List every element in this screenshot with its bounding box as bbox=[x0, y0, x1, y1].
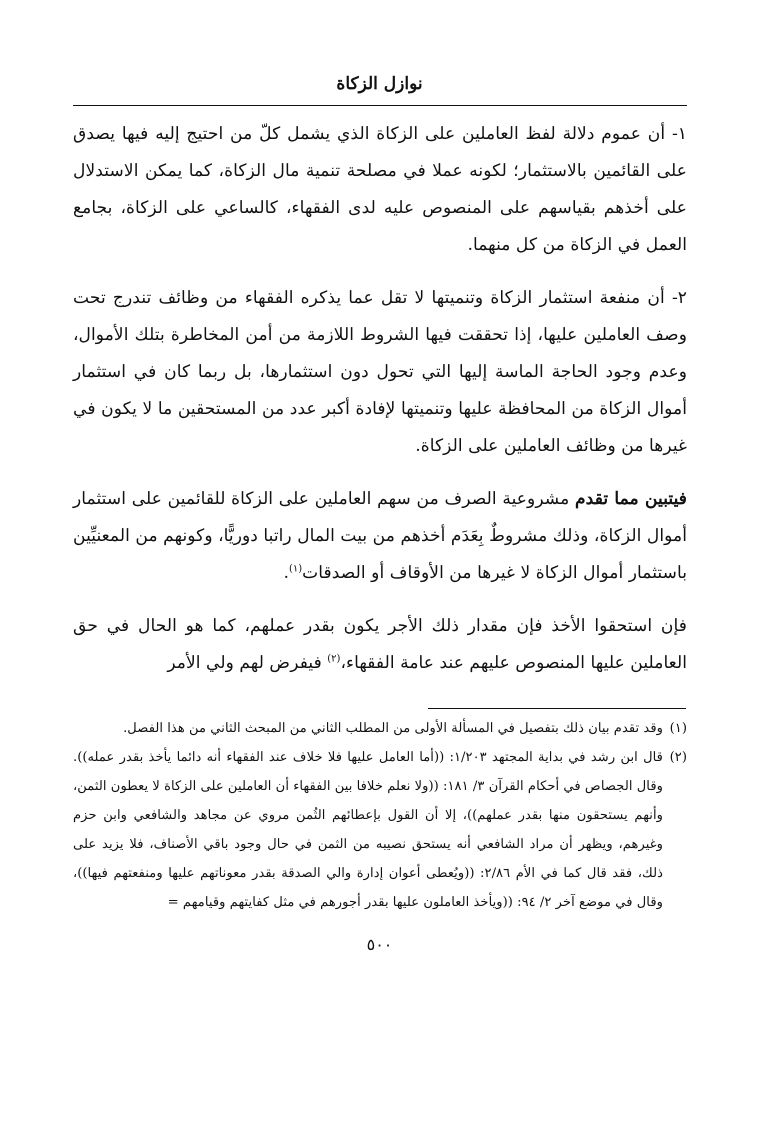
footnote-number: (١) bbox=[669, 721, 687, 736]
paragraph-3-end: . bbox=[283, 563, 289, 583]
main-text bbox=[73, 116, 687, 698]
footnote-text: قال ابن رشد في بداية المجتهد ١/٢٠٣: ((أما العامل عليها فلا خلاف عند الفقهاء أنه دائما يأخذ بقدر عمله)). وقال الجصاص في أحكام القرآن ٣/ ١٨١: ((ولا نعلم خلافا بين الفقهاء أن العاملين على الزكاة لا يعطون الثمن، وأنهم يستحقون منها بقدر عملهم))، إلا أن القول بإعطائهم الثُمن مروي عن مجاهد والشافعي وابن حزم وغيرهم، ويظهر أن مراد الشافعي أنه يستحق نصيبه من الثمن في حال وجود باقي الأصناف، فلا يزيد على ذلك، فقد قال كما في الأم ٢/٨٦: ((ويُعطى أعوان إدارة والي الصدقة بقدر معوناتهم عليها ومنفعتهم فيها))، وقال في موضع آخر ٢/ ٩٤: ((ويأخذ العاملون عليها بقدر أجورهم في مثل كفايتهم وقيامهم = bbox=[73, 750, 663, 910]
footnote-2 bbox=[73, 743, 687, 917]
footnotes-section bbox=[73, 714, 687, 917]
paragraph-2: ٢- أن منفعة استثمار الزكاة وتنميتها لا تقل عما يذكره الفقهاء من وظائف تندرج تحت وصف العاملين عليها، إذا تحققت فيها الشروط اللازمة من أمن المخاطرة بتلك الأموال، وعدم وجود الحاجة الماسة إليها التي تحول دون استثمارها، بل ربما كان في استثمار أموال الزكاة من المحافظة عليها وتنميتها لإفادة أكبر عدد من المستحقين ما لا يكون في غيرها من وظائف العاملين على الزكاة. bbox=[73, 288, 687, 456]
footnote-ref-2[interactable]: (٢) bbox=[327, 653, 341, 665]
footnote-text: وقد تقدم بيان ذلك بتفصيل في المسألة الأولى من المطلب الثاني من المبحث الثاني من هذا الفصل. bbox=[123, 721, 663, 736]
paragraph-4-text: فإن استحقوا الأخذ فإن مقدار ذلك الأجر يكون بقدر عملهم، كما هو الحال في حق العاملين عليها المنصوص عليهم عند عامة الفقهاء، bbox=[73, 616, 687, 673]
paragraph-4 bbox=[73, 608, 687, 682]
header-divider bbox=[73, 105, 687, 106]
footnote-1 bbox=[73, 714, 687, 743]
paragraph-1: ١- أن عموم دلالة لفظ العاملين على الزكاة الذي يشمل كلّ من احتيج إليه فيها يصدق على القائمين بالاستثمار؛ لكونه عملا في مصلحة تنمية مال الزكاة، كما يمكن الاستدلال على أخذهم بقياسهم على المنصوص عليه لدى الفقهاء، كالساعي على الزكاة، بجامع العمل في الزكاة من كل منهما. bbox=[73, 124, 687, 255]
footnote-ref-1[interactable]: (١) bbox=[288, 563, 303, 575]
page-number: ٥٠٠ bbox=[366, 935, 393, 954]
paragraph-4-continuation: فيفرض لهم ولي الأمر bbox=[167, 653, 328, 673]
paragraph-3 bbox=[73, 481, 687, 592]
footnote-divider bbox=[428, 708, 686, 709]
running-header-title: نوازل الزكاة bbox=[336, 74, 423, 94]
paragraph-3-text: مشروعية الصرف من سهم العاملين على الزكاة للقائمين على استثمار أموال الزكاة، وذلك مشروطٌ بِعَدَم أخذهم من بيت المال راتبا دوريًّا، وكونهم من المعنيِّين باستثمار أموال الزكاة لا غيرها من الأوقاف أو الصدقات bbox=[73, 489, 687, 583]
paragraph-3-lead: فيتبين مما تقدم bbox=[575, 489, 687, 509]
footnote-number: (٢) bbox=[669, 750, 687, 765]
